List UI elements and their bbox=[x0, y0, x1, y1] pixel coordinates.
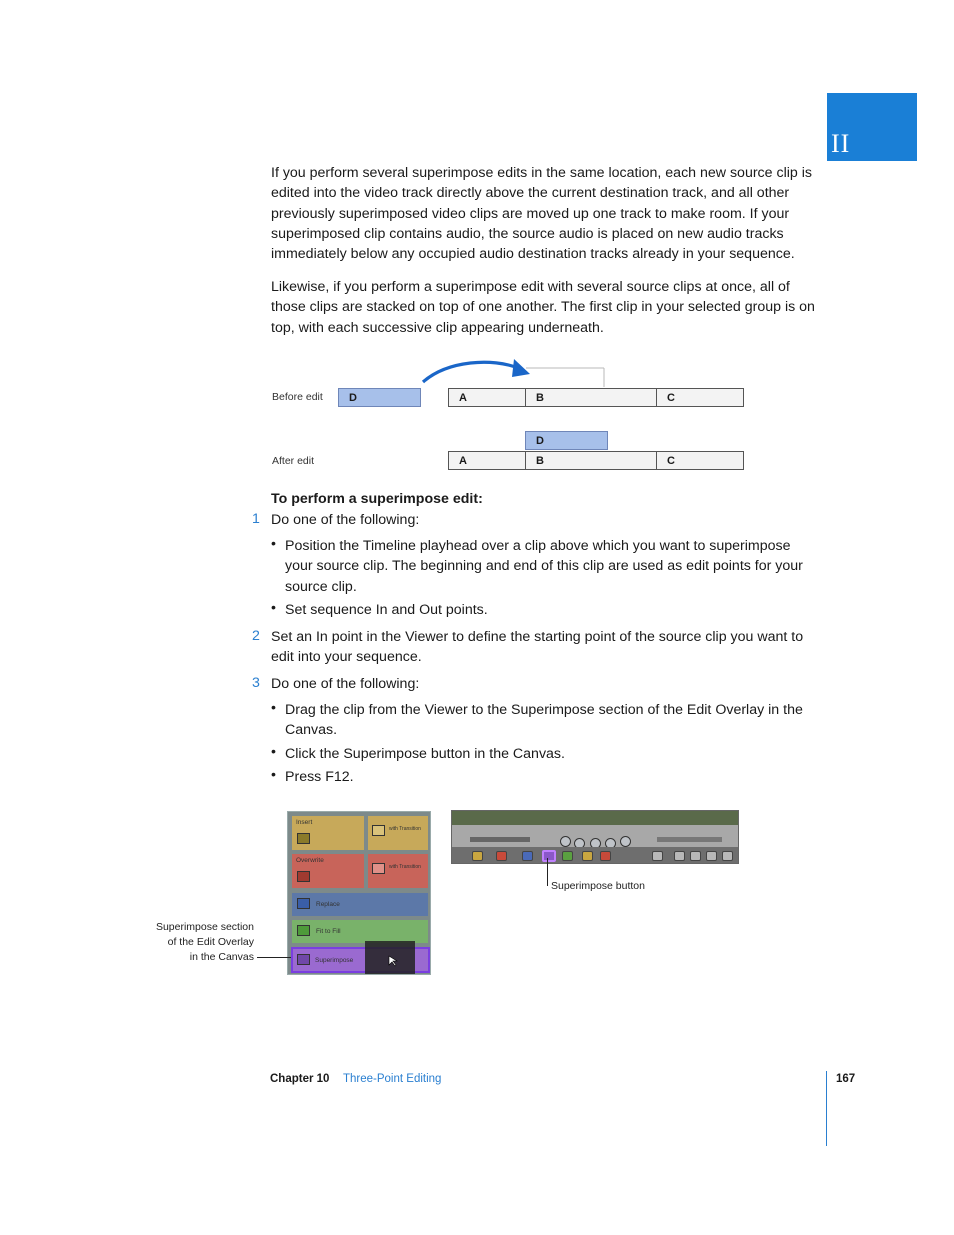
shuttle-control[interactable] bbox=[657, 837, 722, 842]
bullet-1a-dot: • bbox=[271, 536, 276, 552]
overlay-callout-line-2: of the Edit Overlay bbox=[167, 936, 254, 948]
before-edit-label: Before edit bbox=[272, 391, 323, 403]
insert-button[interactable] bbox=[472, 851, 483, 861]
overlay-callout-line-3: in the Canvas bbox=[189, 951, 254, 963]
bullet-3c-dot: • bbox=[271, 767, 276, 783]
jog-control[interactable] bbox=[470, 837, 530, 842]
overlay-overwrite-label: Overwrite bbox=[296, 857, 324, 864]
mark-in-button[interactable] bbox=[652, 851, 663, 861]
step-3-bullet-1: Drag the clip from the Viewer to the Superimpose section of the Edit Overlay in the Canvas. bbox=[285, 702, 803, 739]
superimpose-button[interactable] bbox=[542, 850, 556, 862]
paragraph-2: Likewise, if you perform a superimpose edit with several source clips at once, all of those clips are stacked on top of one another. The first clip in your selected group is on top, with each successive clip appearing underneath. bbox=[271, 279, 815, 336]
overlay-overwrite-with-label: with Transition bbox=[389, 864, 421, 870]
clip-b-before: B bbox=[525, 388, 657, 407]
mark-out-button[interactable] bbox=[674, 851, 685, 861]
superimpose-button-callout: Superimpose button bbox=[551, 880, 645, 892]
fit-to-fill-button[interactable] bbox=[562, 851, 573, 861]
superimpose-icon bbox=[297, 954, 310, 965]
overlay-overwrite-with-transition[interactable] bbox=[368, 854, 428, 888]
source-clip-d: D bbox=[338, 388, 421, 407]
step-2-text: Set an In point in the Viewer to define the starting point of the source clip you want to edit into your sequence. bbox=[271, 629, 804, 666]
step-3-bullet-3: Press F12. bbox=[285, 769, 354, 785]
step-1-bullet-2: Set sequence In and Out points. bbox=[285, 602, 488, 618]
overlay-insert-with-transition[interactable] bbox=[368, 816, 428, 850]
overwrite-icon bbox=[297, 871, 310, 882]
step-1-number: 1 bbox=[252, 511, 260, 527]
insert-with-transition-button[interactable] bbox=[582, 851, 593, 861]
overlay-insert-section[interactable] bbox=[292, 816, 364, 850]
overlay-insert-label: Insert bbox=[296, 819, 313, 826]
canvas-controls-screenshot bbox=[451, 810, 739, 864]
clip-c-after: C bbox=[656, 451, 744, 470]
overlay-callout-line-1: Superimpose section bbox=[155, 921, 254, 933]
paragraph-1: If you perform several superimpose edits in the same location, each new source clip is edited into the video track directly above the current destination track, and all other previously superimposed video clips are moved up one track to make room. If your superimposed clip contains audio, the source audio is placed on new audio tracks immediately below any occupied audio destination tracks already in your sequence. bbox=[271, 165, 812, 263]
mark-clip-button[interactable] bbox=[690, 851, 701, 861]
step-3-number: 3 bbox=[252, 675, 260, 691]
footer-chapter: Chapter 10 bbox=[270, 1073, 330, 1085]
clip-a-after: A bbox=[448, 451, 526, 470]
superimposed-clip-d: D bbox=[525, 431, 608, 450]
bullet-3b-dot: • bbox=[271, 744, 276, 760]
cursor-icon bbox=[388, 955, 398, 967]
clip-c-before: C bbox=[656, 388, 744, 407]
overlay-replace-section[interactable] bbox=[292, 893, 428, 916]
after-edit-label: After edit bbox=[272, 455, 315, 467]
overlay-fit-to-fill-label: Fit to Fill bbox=[316, 928, 341, 935]
add-marker-button[interactable] bbox=[706, 851, 717, 861]
step-1-bullet-1: Position the Timeline playhead over a clip above which you want to superimpose your source clip. The beginning and end of this clip are used as edit points for your source clip. bbox=[285, 538, 803, 595]
insert-transition-icon bbox=[372, 825, 385, 836]
bullet-3a-dot: • bbox=[271, 700, 276, 716]
clip-a-before: A bbox=[448, 388, 526, 407]
overlay-insert-with-label: with Transition bbox=[389, 826, 421, 832]
replace-icon bbox=[297, 898, 310, 909]
clip-b-after: B bbox=[525, 451, 657, 470]
overlay-replace-label: Replace bbox=[316, 901, 340, 908]
part-tab bbox=[827, 93, 917, 161]
footer-chapter-title[interactable]: Three-Point Editing bbox=[343, 1073, 442, 1085]
overlay-callout-line bbox=[257, 957, 291, 958]
insert-icon bbox=[297, 833, 310, 844]
bullet-1b-dot: • bbox=[271, 600, 276, 616]
overwrite-with-transition-button[interactable] bbox=[600, 851, 611, 861]
next-edit-button[interactable] bbox=[620, 836, 631, 847]
overlay-superimpose-label: Superimpose bbox=[315, 957, 354, 964]
task-heading: To perform a superimpose edit: bbox=[271, 491, 483, 507]
prev-edit-button[interactable] bbox=[560, 836, 571, 847]
overlay-callout bbox=[140, 920, 254, 965]
replace-button[interactable] bbox=[522, 851, 533, 861]
step-1-text: Do one of the following: bbox=[271, 512, 420, 528]
step-2-number: 2 bbox=[252, 628, 260, 644]
footer-rule bbox=[826, 1071, 827, 1146]
step-3-text: Do one of the following: bbox=[271, 676, 420, 692]
overwrite-transition-icon bbox=[372, 863, 385, 874]
page-number: 167 bbox=[836, 1073, 856, 1085]
part-tab-label: II bbox=[831, 129, 851, 158]
edit-overlay-screenshot bbox=[287, 811, 431, 975]
match-frame-button[interactable] bbox=[722, 851, 733, 861]
overlay-overwrite-section[interactable] bbox=[292, 854, 364, 888]
canvas-callout-line bbox=[547, 858, 548, 886]
move-arrow-icon bbox=[418, 356, 608, 388]
overwrite-button[interactable] bbox=[496, 851, 507, 861]
canvas-video-area bbox=[452, 811, 739, 825]
step-3-bullet-2: Click the Superimpose button in the Canvas. bbox=[285, 746, 565, 762]
overlay-fit-to-fill-section[interactable] bbox=[292, 920, 428, 943]
fit-to-fill-icon bbox=[297, 925, 310, 936]
